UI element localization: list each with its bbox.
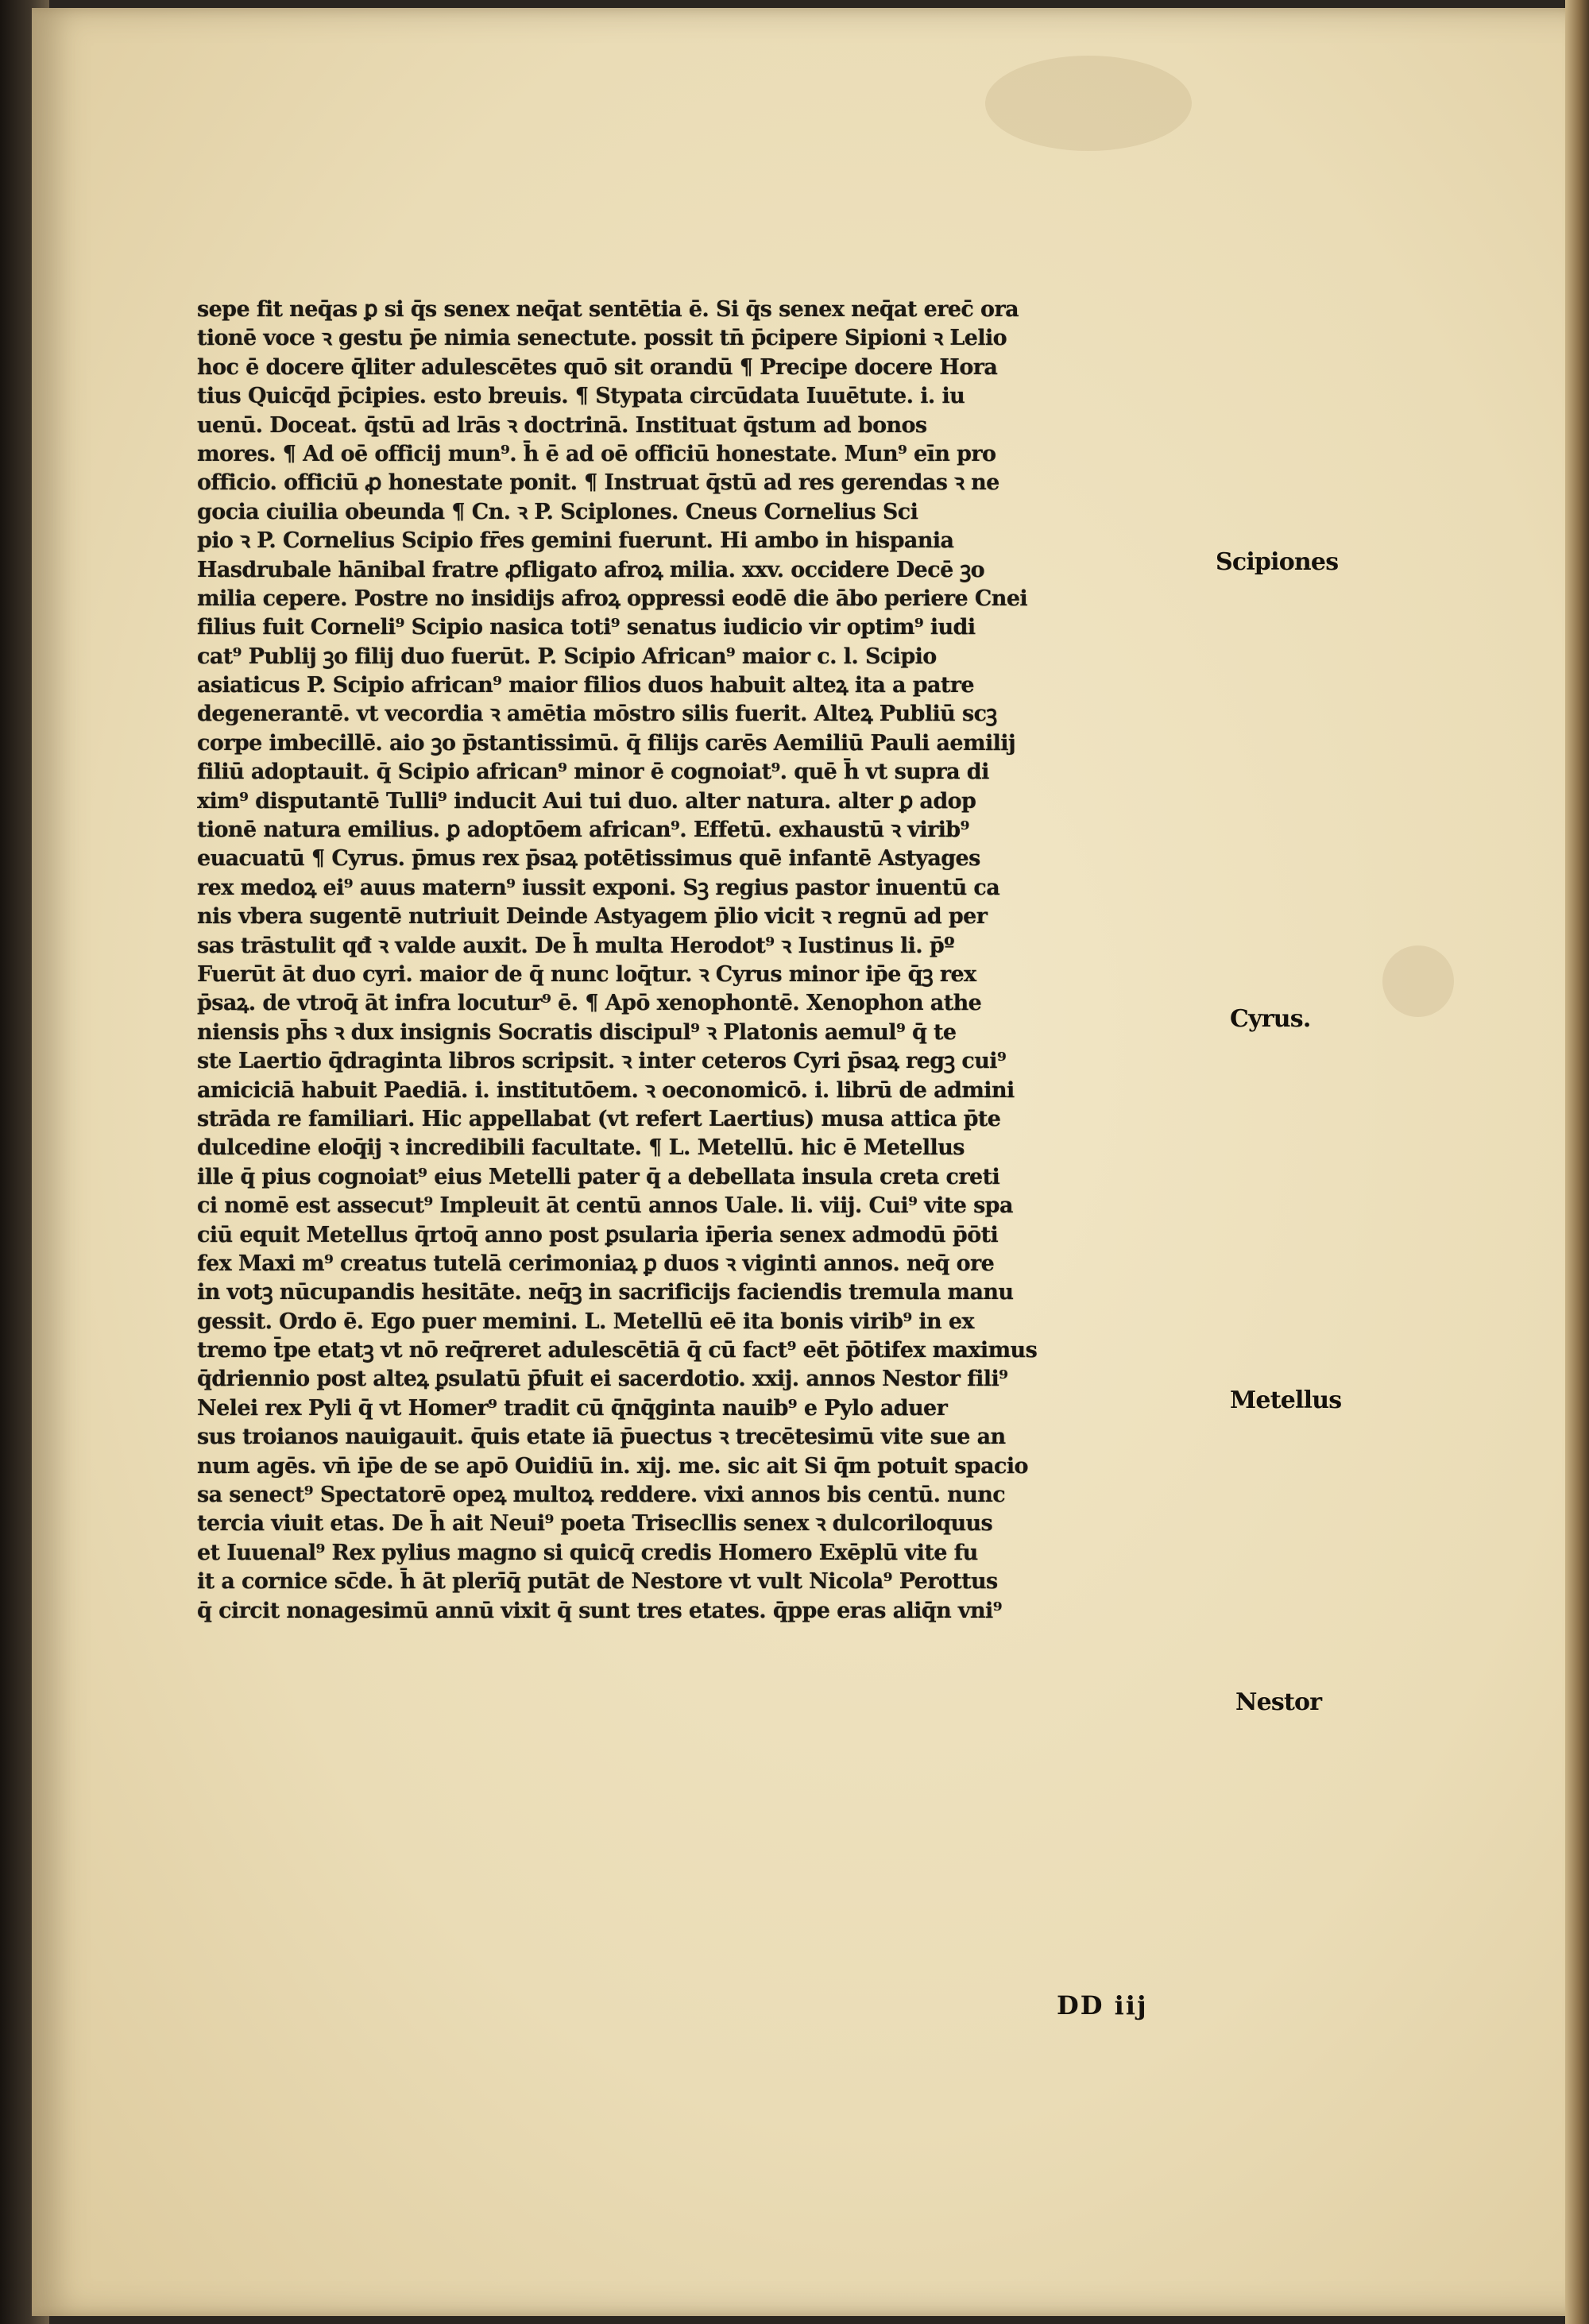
text-line: Nelei rex Pyli q̄ vt Homer⁹ tradit cū q̄nq̄ginta nauib⁹ e Pylo aduer (197, 1395, 948, 1421)
text-line: sus troianos nauigauit. q̄uis etate iā p̄uectus ꝛ trecētesimū vite sue an (197, 1425, 1006, 1450)
text-line: tremo t̄pe etatꝫ vt nō req̄reret adulescētiā q̄ cū fact⁹ eēt p̄ōtifex maximus (197, 1338, 1038, 1363)
margin-note-nestor: Nestor (1235, 1688, 1322, 1716)
text-line: euacuatū ¶ Cyrus. p̄mus rex p̄saꝝ potētissimus quē infantē Astyages (197, 846, 980, 872)
commentary-text-block (197, 296, 1226, 1626)
text-line: gocia ciuilia obeunda ¶ Cn. ꝛ P. Sciplones. Cneus Cornelius Sci (197, 499, 918, 524)
text-line: num agēs. vn̄ ip̄e de se apō Ouidiū in. xij. me. sic ait Si q̄m potuit spacio (197, 1453, 1028, 1479)
text-line: asiaticus P. Scipio african⁹ maior filios duos habuit alteꝝ ita a patre (197, 673, 975, 698)
text-line: hoc ē docere q̄liter adulescētes quō sit orandū ¶ Precipe docere Hora (197, 354, 998, 380)
text-line: sa senect⁹ Spectatorē opeꝝ multoꝝ reddere. vixi annos bis centū. nunc (197, 1483, 1006, 1508)
paper-stain (1382, 945, 1454, 1017)
text-line: milia cepere. Postre no insidijs afroꝝ oppressi eodē die ābo periere Cnei (197, 586, 1028, 611)
paper-stain (985, 56, 1192, 151)
text-line: tionē voce ꝛ gestu p̄e nimia senectute. possit tn̄ p̄cipere Sipioni ꝛ Lelio (197, 326, 1007, 351)
text-line: fex Maxi m⁹ creatus tutelā cerimoniaꝝ ꝑ duos ꝛ viginti annos. neq̄ ore (197, 1251, 995, 1276)
text-line: et Iuuenal⁹ Rex pylius magno si quicq̄ credis Homero Exēplū vite fu (197, 1540, 978, 1565)
text-line: degenerantē. vt vecordia ꝛ amētia mōstro silis fuerit. Alteꝝ Publiū scꝫ (197, 702, 997, 727)
text-line: amiciciā habuit Paediā. i. institutōem. ꝛ oeconomicō. i. librū de admini (197, 1077, 1015, 1103)
text-line: mores. ¶ Ad oē officij mun⁹. h̄ ē ad oē officiū honestate. Mun⁹ eīn pro (197, 441, 996, 466)
text-line: ille q̄ pius cognoiat⁹ eius Metelli pater q̄ a debellata insula creta creti (197, 1164, 1000, 1189)
text-line: tius Quicq̄d p̄cipies. esto breuis. ¶ Stypata circūdata Iuuētute. i. iu (197, 384, 965, 409)
text-line: tercia viuit etas. De h̄ ait Neui⁹ poeta Trisecllis senex ꝛ dulcoriloquus (197, 1511, 993, 1537)
text-line: tionē natura emilius. ꝑ adoptōem african⁹. Effetū. exhaustū ꝛ virib⁹ (197, 818, 969, 843)
text-line: niensis ph̄s ꝛ dux insignis Socratis discipul⁹ ꝛ Platonis aemul⁹ q̄ te (197, 1019, 957, 1045)
text-line: corpe imbecillē. aio ꝫo p̄stantissimū. q̄ filijs carēs Aemiliū Pauli aemilij (197, 730, 1016, 756)
text-line: ciū equit Metellus q̄rtoq̄ anno post ꝑsularia ip̄eria senex admodū p̄ōti (197, 1222, 999, 1247)
text-line: dulcedine eloq̄ij ꝛ incredibili facultate. ¶ L. Metellū. hic ē Metellus (197, 1135, 965, 1161)
text-line: ci nomē est assecut⁹ Impleuit āt centū annos Uale. li. viij. Cui⁹ vite spa (197, 1193, 1013, 1219)
text-line: p̄saꝝ. de vtroq̄ āt infra locutur⁹ ē. ¶ Apō xenophontē. Xenophon athe (197, 991, 982, 1016)
text-line: q̄ circit nonagesimū annū vixit q̄ sunt tres etates. q̄ppe eras aliq̄n vni⁹ (197, 1598, 1002, 1623)
text-line: uenū. Doceat. q̄stū ad lrās ꝛ doctrinā. Instituat q̄stum ad bonos (197, 412, 927, 438)
page-edge (1565, 0, 1589, 2324)
text-line: xim⁹ disputantē Tulli⁹ inducit Aui tui duo. alter natura. alter ꝑ adop (197, 788, 976, 814)
text-line: ste Laertio q̄draginta libros scripsit. ꝛ inter ceteros Cyri p̄saꝝ regꝫ cui⁹ (197, 1049, 1007, 1074)
text-line: Hasdrubale hānibal fratre ꝓfligato afroꝝ milia. xxv. occidere Decē ꝫo (197, 557, 985, 582)
margin-note-cyrus: Cyrus. (1230, 1005, 1311, 1033)
text-line: sepe fit neq̄as ꝑ si q̄s senex neq̄at sentētia ē. Si q̄s senex neq̄at erec̄ ora (197, 297, 1019, 322)
margin-note-scipiones: Scipiones (1216, 548, 1339, 576)
text-line: rex medoꝝ ei⁹ auus matern⁹ iussit exponi. Sꝫ regius pastor inuentū ca (197, 875, 1000, 900)
margin-note-metellus: Metellus (1230, 1386, 1342, 1414)
text-line: filiū adoptauit. q̄ Scipio african⁹ minor ē cognoiat⁹. quē h̄ vt supra di (197, 760, 989, 785)
text-line: in votꝫ nūcupandis hesitāte. neq̄ꝫ in sacrificijs faciendis tremula manu (197, 1280, 1014, 1305)
text-line: pio ꝛ P. Cornelius Scipio fr̄es gemini fuerunt. Hi ambo in hispania (197, 528, 954, 554)
text-line: q̄driennio post alteꝝ ꝑsulatū p̄fuit ei sacerdotio. xxij. annos Nestor fili⁹ (197, 1367, 1008, 1392)
text-line: gessit. Ordo ē. Ego puer memini. L. Metellū eē ita bonis virib⁹ in ex (197, 1309, 974, 1334)
text-line: nis vbera sugentē nutriuit Deinde Astyagem p̄lio vicit ꝛ regnū ad per (197, 904, 988, 930)
text-line: Fuerūt āt duo cyri. maior de q̄ nunc loq̄tur. ꝛ Cyrus minor ip̄e q̄ꝫ rex (197, 961, 976, 987)
text-line: officio. officiū ꝓ honestate ponit. ¶ Instruat q̄stū ad res gerendas ꝛ ne (197, 470, 999, 496)
signature-mark: DD iij (1057, 1990, 1148, 2020)
text-line: cat⁹ Publij ꝫo filij duo fuerūt. P. Scipio African⁹ maior c. l. Scipio (197, 644, 937, 669)
text-line: filius fuit Corneli⁹ Scipio nasica toti⁹ senatus iudicio vir optim⁹ iudi (197, 615, 976, 640)
text-line: sas trāstulit qđ ꝛ valde auxit. De h̄ multa Herodot⁹ ꝛ Iustinus li. p̄º (197, 933, 955, 958)
text-line: it a cornice sc̄de. h̄ āt plerīq̄ putāt de Nestore vt vult Nicola⁹ Perottus (197, 1569, 998, 1595)
text-line: strāda re familiari. Hic appellabat (vt refert Laertius) musa attica p̄te (197, 1106, 1001, 1131)
